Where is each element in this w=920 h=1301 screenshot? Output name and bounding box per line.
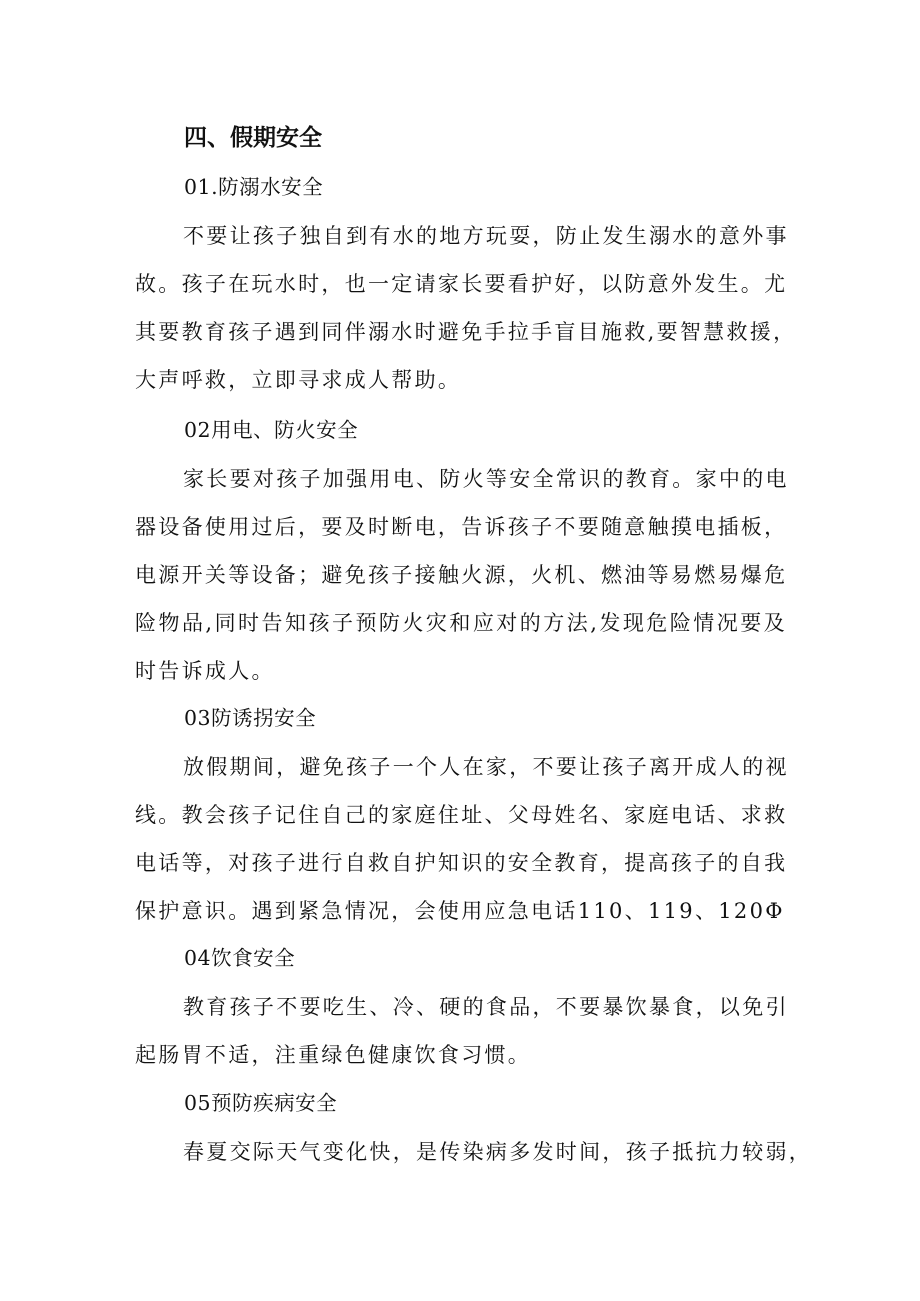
section-title: 四、假期安全	[184, 125, 322, 151]
paragraph-line: 家长要对孩子加强用电、防火等安全常识的教育。家中的电	[183, 467, 789, 491]
paragraph-line: 不要让孩子独自到有水的地方玩耍，防止发生溺水的意外事	[183, 224, 789, 248]
paragraph-electricity-fire-safety	[135, 455, 787, 695]
paragraph-line: 保护意识。遇到紧急情况，会使用应急电话110、119、120Φ	[135, 899, 785, 923]
paragraph-line: 春夏交际天气变化快，是传染病多发时间，孩子抵抗力较弱，	[183, 1140, 813, 1164]
paragraph-line: 教育孩子不要吃生、冷、硬的食品，不要暴饮暴食，以免引	[183, 995, 789, 1019]
paragraph-food-safety	[135, 983, 787, 1079]
paragraph-line: 时告诉成人。	[135, 659, 275, 683]
paragraph-line: 其要教育孩子遇到同伴溺水时避免手拉手盲目施救,要智慧救援，	[135, 320, 797, 344]
heading-disease-prevention-safety: 05预防疾病安全	[184, 1091, 338, 1115]
paragraph-line: 电话等，对孩子进行自救自护知识的安全教育，提高孩子的自我	[135, 851, 788, 875]
paragraph-drowning-safety	[135, 212, 797, 404]
heading-food-safety: 04饮食安全	[184, 946, 296, 970]
paragraph-line: 器设备使用过后，要及时断电，告诉孩子不要随意触摸电插板，	[135, 515, 788, 539]
paragraph-disease-prevention-safety	[135, 1128, 813, 1176]
paragraph-line: 电源开关等设备；避免孩子接触火源，火机、燃油等易燃易爆危	[135, 563, 788, 587]
paragraph-line: 大声呼救，立即寻求成人帮助。	[135, 368, 462, 392]
paragraph-line: 线。教会孩子记住自己的家庭住址、父母姓名、家庭电话、求救	[135, 803, 788, 827]
paragraph-line: 起肠胃不适，注重绿色健康饮食习惯。	[135, 1043, 532, 1067]
paragraph-anti-abduction-safety	[135, 743, 787, 935]
paragraph-line: 险物品,同时告知孩子预防火灾和应对的方法,发现危险情况要及	[135, 611, 787, 635]
heading-drowning-safety: 01.防溺水安全	[184, 175, 324, 199]
heading-electricity-fire-safety: 02用电、防火安全	[184, 418, 359, 442]
heading-anti-abduction-safety: 03防诱拐安全	[184, 706, 317, 730]
paragraph-line: 放假期间，避免孩子一个人在家，不要让孩子离开成人的视	[183, 755, 789, 779]
paragraph-line: 故。孩子在玩水时，也一定请家长要看护好，以防意外发生。尤	[135, 272, 788, 296]
